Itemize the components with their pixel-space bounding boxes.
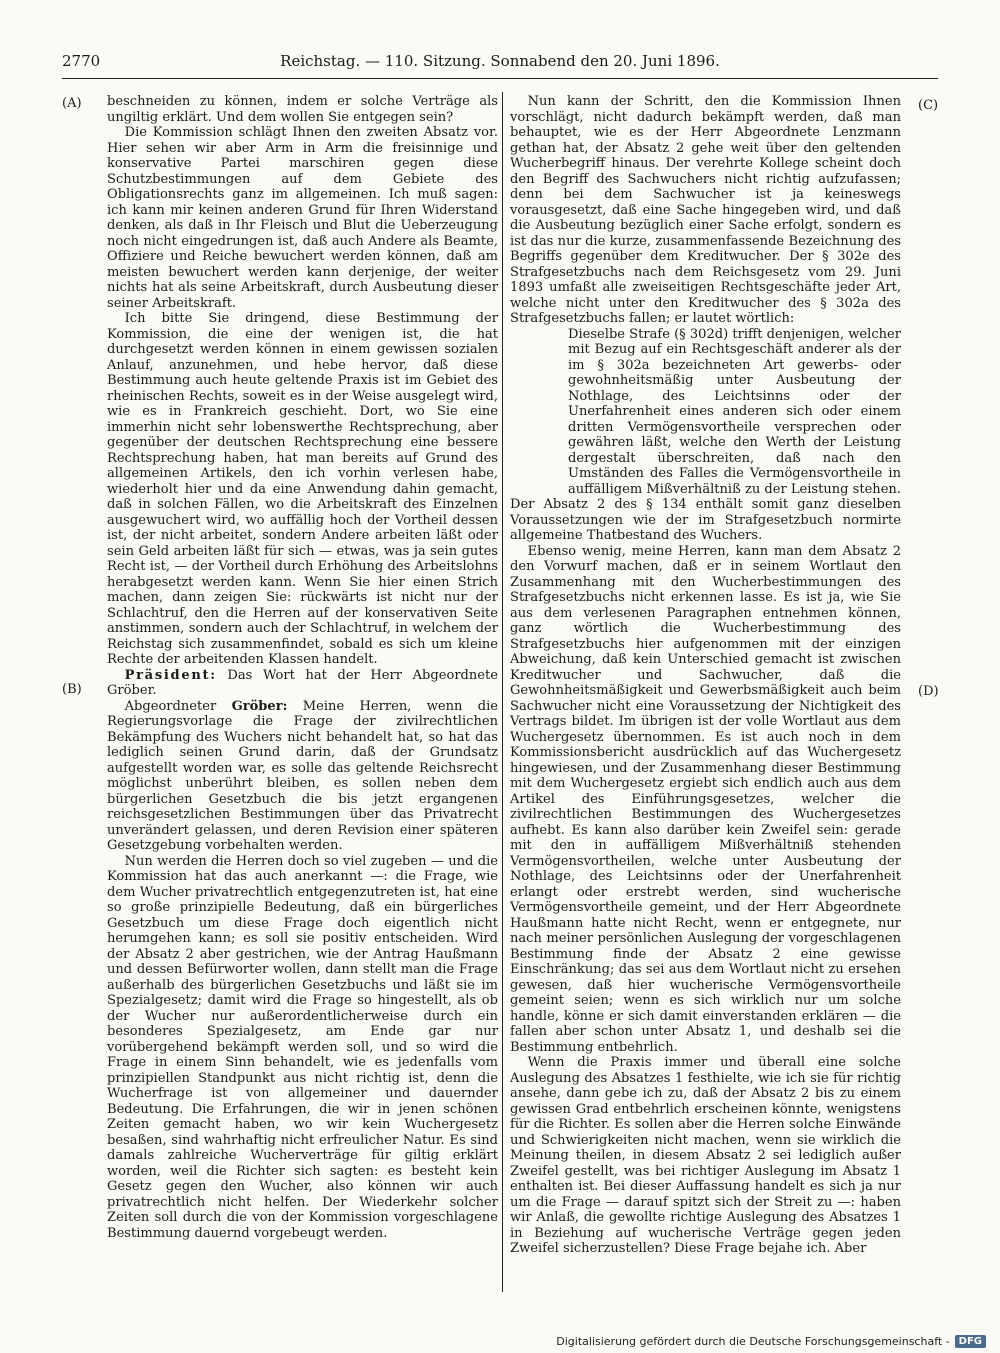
statute-quote: Dieselbe Strafe (§ 302d) trifft denjenigen, welcher mit Bezug auf ein Rechtsgeschäft anderer als der im § 302a bezeichneten Art gewerbs- oder gewohnheitsmäßig unter Ausbeutung der Nothlage, des Leichtsinns oder der Unerfahrenheit eines anderen sich oder einem dritten Vermögensvortheile versprechen oder gewähren läßt, welche den Werth der Leistung dergestalt überschreiten, daß nach den Umständen des Falles die Vermögensvortheile in auffälligem Mißverhältniß zu der Leistung stehen. xyxy=(568,326,901,497)
running-title: Reichstag. — 110. Sitzung. Sonnabend den 20. Juni 1896. xyxy=(280,52,720,70)
paragraph: Wenn die Praxis immer und überall eine solche Auslegung des Absatzes 1 festhielte, wie ich sie für richtig ansehe, dann gebe ich zu, daß der Absatz 2 bis zu einem gewissen Grad entbehrlich erscheinen könnte, wenigstens für die Richter. Es sollen aber die Herren solche Einwände und Schwierigkeiten nicht machen, wenn sie wirklich die Meinung theilen, in diesem Absatz 2 sei lediglich außer Zweifel gestellt, was bei richtiger Auslegung im Absatz 1 enthalten ist. Bei dieser Auffassung handelt es sich ja nur um die Frage — darauf spitzt sich der Streit zu —: haben wir Anlaß, die gewollte richtige Auslegung des Absatzes 1 in Beziehung auf wucherische Verträge gegen jeden Zweifel sicherzustellen? Diese Frage bejahe ich. Aber xyxy=(510,1055,901,1256)
speech-text: Meine Herren, wenn die Regierungsvorlage die Frage der zivilrechtlichen Bekämpfung des Wuchers nicht behandelt hat, so hat das lediglich seinen Grund darin, daß der Grundsatz aufgestellt worden war, es solle das geltende Reichsrecht möglichst unberührt bleiben, es sollen neben dem bürgerlichen Gesetzbuch die bis jetzt ergangenen reichsgesetzlichen Bestimmungen über das Privatrecht unverändert gelassen, und deren Revision einer späteren Gesetzgebung vorbehalten werden. xyxy=(107,698,498,853)
speaker-name: Gröber: xyxy=(231,698,288,714)
margin-mark-b: (B) xyxy=(62,682,82,697)
page-header xyxy=(62,52,938,76)
speaker-intro: Abgeordneter xyxy=(124,698,217,714)
remark-text: Das Wort hat der Herr Abgeordnete Gröber. xyxy=(107,667,498,698)
paragraph: beschneiden zu können, indem er solche Verträge als ungiltig erklärt. Und dem wollen Sie entgegen sein? xyxy=(107,94,498,125)
paragraph: Ebenso wenig, meine Herren, kann man dem Absatz 2 den Vorwurf machen, daß er in seinem Wortlaut den Zusammenhang mit den Wucherbestimmungen des Strafgesetzbuchs nicht erkennen lasse. Es ist ja, wie Sie aus dem verlesenen Paragraphen entnehmen können, ganz wörtlich die Wucherbestimmung des Strafgesetzbuchs hier aufgenommen mit der einzigen Abweichung, daß kein Unterschied gemacht ist zwischen Kreditwucher und Sachwucher, daß die Gewohnheitsmäßigkeit und Gewerbsmäßigkeit auch beim Sachwucher nicht eine Voraussetzung der Nichtigkeit des Vertrags bildet. Im übrigen ist der volle Wortlaut aus dem Wuchergesetz übernommen. Es ist auch noch in dem Kommissionsbericht ausdrücklich auf das Wuchergesetz hingewiesen, und der Zusammenhang dieser Bestimmung mit dem Wuchergesetz ergiebt sich endlich auch aus dem Artikel des Einführungsgesetzes, welcher die zivilrechtlichen Bestimmungen des Wuchergesetzes aufhebt. Es kann also darüber kein Zweifel sein: gerade mit den in auffälligem Mißverhältniß stehenden Vermögensvortheilen, welche unter Ausbeutung der Nothlage, des Leichtsinns oder der Unerfahrenheit erlangt oder erstrebt werden, sind wucherische Vermögensvortheile gemeint, und der Herr Abgeordnete Haußmann hatte nicht Recht, wenn er entgegnete, nur nach meiner persönlichen Auslegung der vorgeschlagenen Bestimmung finde der Absatz 2 eine gewisse Einschränkung; das sei aus dem Wortlaut nicht zu ersehen gewesen, daß hier wucherische Vermögensvortheile gemeint seien; wenn es sich wirklich nur um solche handle, könne er sich damit einverstanden erklären — die fallen aber schon unter Absatz 1, und deshalb sei die Bestimmung entbehrlich. xyxy=(510,543,901,1055)
paragraph: Die Kommission schlägt Ihnen den zweiten Absatz vor. Hier sehen wir aber Arm in Arm die freisinnige und konservative Partei marschiren gegen diese Schutzbestimmungen auf dem Gebiete des Obligationsrechts ganz im allgemeinen. Ich muß sagen: ich kann mir keinen anderen Grund für Ihren Widerstand denken, als daß in Ihr Fleisch und Blut die Ueberzeugung noch nicht eingedrungen ist, daß auch Andere als Beamte, Offiziere und Reiche bewuchert werden können, daß am meisten bewuchert werden kann derjenige, der weiter nichts hat als seine Arbeitskraft, durch Ausbeutung dieser seiner Arbeitskraft. xyxy=(107,125,498,311)
column-divider xyxy=(502,92,503,1292)
page-number: 2770 xyxy=(62,52,101,70)
paragraph: Nun werden die Herren doch so viel zugeben — und die Kommission hat das auch anerkannt —: die Frage, wie dem Wucher privatrechtlich entgegenzutreten ist, hat eine so große prinzipielle Bedeutung, daß ein bürgerliches Gesetzbuch um diese Frage doch eigentlich nicht herumgehen kann; es soll sie positiv entscheiden. Wird der Absatz 2 aber gestrichen, wie der Antrag Haußmann und dessen Befürworter wollen, dann stellt man die Frage außerhalb des bürgerlichen Gesetzbuchs und läßt sie im Spezialgesetz; damit wird die Frage so hingestellt, als ob der Wucher nur außerordentlicherweise durch ein besonderes Spezialgesetz, am Ende gar nur vorübergehend bekämpft werden soll, und so wird die Frage in einem Sinn behandelt, wie es jedenfalls vom prinzipiellen Standpunkt aus nicht richtig ist, denn die Wucherfrage ist von allgemeiner und dauernder Bedeutung. Die Erfahrungen, die wir in jenen schönen Zeiten gemacht haben, wo wir kein Wuchergesetz besaßen, sind wahrhaftig nicht erfreulicher Natur. Es sind damals zahlreiche Wucherverträge für giltig erklärt worden, weil die Richter sich sagten: es besteht kein Gesetz gegen den Wucher, also können wir auch privatrechtlich nicht helfen. Der Wiederkehr solcher Zeiten soll durch die von der Kommission vorgeschlagene Bestimmung dauernd vorgebeugt werden. xyxy=(107,853,498,1241)
footer-text: Digitalisierung gefördert durch die Deutsche Forschungsgemeinschaft - xyxy=(556,1335,950,1348)
right-column xyxy=(510,94,901,1257)
president-remark xyxy=(107,668,498,699)
speaker-label: Präsident: xyxy=(124,667,217,683)
header-rule xyxy=(62,78,938,79)
speech-paragraph xyxy=(107,699,498,854)
margin-mark-d: (D) xyxy=(918,684,939,699)
margin-mark-c: (C) xyxy=(918,98,939,113)
margin-mark-a: (A) xyxy=(62,96,82,111)
footer-credit xyxy=(556,1335,986,1348)
dfg-logo: DFG xyxy=(955,1335,986,1348)
paragraph: Der Absatz 2 des § 134 enthält somit ganz dieselben Voraussetzungen wie der im Strafgesetzbuch normirte allgemeine Thatbestand des Wuchers. xyxy=(510,497,901,543)
left-column xyxy=(107,94,498,1241)
paragraph: Nun kann der Schritt, den die Kommission Ihnen vorschlägt, nicht dadurch bekämpft werden, daß man behauptet, wie es der Herr Abgeordnete Lenzmann gethan hat, der Absatz 2 gehe weit über den geltenden Wucherbegriff hinaus. Der verehrte Kollege scheint doch den Begriff des Sachwuchers nicht richtig aufzufassen; denn bei dem Sachwucher ist ja keineswegs vorausgesetzt, daß eine Sache hingegeben wird, und daß die Ausbeutung bezüglich einer Sache erfolgt, sondern es ist das nur die kurze, zusammenfassende Bezeichnung des Begriffs gegenüber dem Kreditwucher. Der § 302e des Strafgesetzbuchs nach dem Reichsgesetz vom 29. Juni 1893 umfaßt alle zweiseitigen Rechtsgeschäfte jeder Art, welche nicht unter den Kreditwucher des § 302a des Strafgesetzbuchs fallen; er lautet wörtlich: xyxy=(510,94,901,326)
paragraph: Ich bitte Sie dringend, diese Bestimmung der Kommission, die eine der wenigen ist, die hat durchgesetzt werden können in einem gewissen sozialen Anlauf, anzunehmen, und hebe hervor, daß diese Bestimmung auch heute geltende Praxis ist im Gebiet des rheinischen Rechts, soweit es in der Weise ausgelegt wird, wie es in Frankreich geschieht. Dort, wo Sie eine immerhin nicht sehr lobenswerthe Rechtsprechung, aber gegenüber der deutschen Rechtsprechung eine bessere Rechtsprechung haben, hat man bereits auf Grund des allgemeinen Artikels, den ich vorhin verlesen habe, wiederholt hier und da eine Anwendung dahin gemacht, daß in solchen Fällen, wo die Arbeitskraft des Einzelnen ausgewuchert wird, wo auffällig hoch der Vortheil dessen ist, der nicht arbeitet, sondern Andere arbeiten läßt oder sein Geld arbeiten läßt für sich — etwas, was ja sein gutes Recht ist, — der Vortheil durch Erhöhung des Arbeitslohns herabgesetzt werden kann. Wenn Sie hier einen Strich machen, dann zeigen Sie: rückwärts ist nicht nur der Schlachtruf, den die Herren auf der konservativen Seite anstimmen, sondern auch der Schlachtruf, in welchem der Reichstag sich zusammenfindet, sobald es sich um kleine Rechte der arbeitenden Klassen handelt. xyxy=(107,311,498,667)
